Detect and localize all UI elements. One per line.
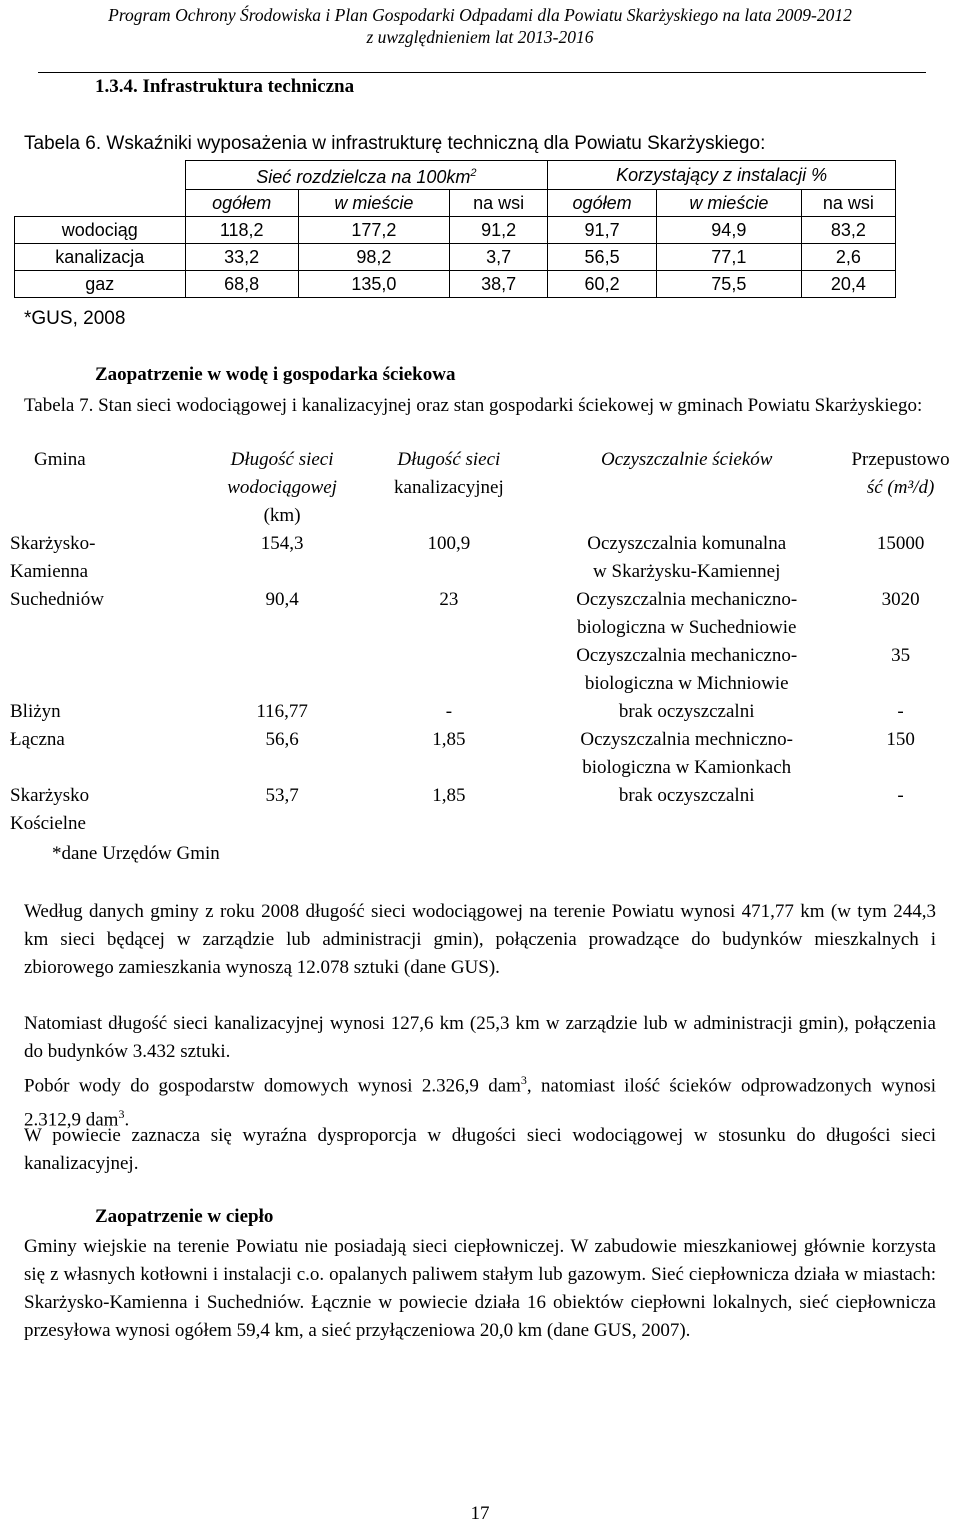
table6-row-label: wodociąg <box>15 217 186 244</box>
table7-row: Skarżysko Kościelne 53,7 1,85 brak oczyszczalni - <box>10 785 904 834</box>
table6-caption: Tabela 6. Wskaźniki wyposażenia w infrastrukturę techniczną dla Powiatu Skarżyskiego: <box>24 133 766 154</box>
table6-cell: 3,7 <box>449 244 547 271</box>
table6-row <box>15 217 896 244</box>
table6-cell: 2,6 <box>801 244 895 271</box>
table6-group1-header: Sieć rozdzielcza na $100km^2$ <box>185 161 548 190</box>
table6-empty-corner-2 <box>15 190 186 217</box>
table6-group2-header: Korzystający z instalacji % <box>548 161 896 190</box>
page-number: 17 <box>470 1503 490 1524</box>
table6-cell: 56,5 <box>548 244 657 271</box>
table6-row-label: kanalizacja <box>15 244 186 271</box>
table6-row <box>15 244 896 271</box>
table7-header-kanalizacja: Długość sieci kanalizacyjnej <box>394 449 504 498</box>
paragraph-water-intake: Pobór wody do gospodarstw domowych wynosi 2.326,9 dam$^3$, natomiast ilość ścieków odprowadzonych wynosi 2.312,9 dam$^3$. <box>24 1073 937 1131</box>
table6-cell: 68,8 <box>185 271 298 298</box>
table7-header-przepustowosc: Przepustowo ść (m³/d) <box>851 449 950 498</box>
table7-row: Oczyszczalnia mechaniczno- biologiczna w Michniowie 35 <box>576 645 911 694</box>
paragraph-disproportion: W powiecie zaznacza się wyraźna dysproporcja w długości sieci wodociągowej w stosunku do długości sieci kanalizacyjnej. <box>24 1125 936 1174</box>
table7-row: Bliżyn 116,77 - brak oczyszczalni - <box>10 701 904 722</box>
section-title: 1.3.4. Infrastruktura techniczna <box>95 76 355 97</box>
table6-cell: 33,2 <box>185 244 298 271</box>
subsection-water-title: Zaopatrzenie w wodę i gospodarka ściekowa <box>95 364 456 385</box>
running-header <box>0 4 960 48</box>
table6-col-header: w mieście <box>298 190 449 217</box>
table6-cell: 98,2 <box>298 244 449 271</box>
table6-row <box>15 271 896 298</box>
table6-cell: 177,2 <box>298 217 449 244</box>
header-rule <box>38 72 926 73</box>
table6-cell: 91,7 <box>548 217 657 244</box>
table6-cell: 38,7 <box>449 271 547 298</box>
table6-cell: 77,1 <box>656 244 801 271</box>
paragraph-water-network: Według danych gminy z roku 2008 długość sieci wodociągowej na terenie Powiatu wynosi 471,77 km (w tym 244,3 km sieci będącej w zarządzie lub administracji gmin), połączenia prowadzące do budynków mieszkalnych i zbiorowego zamieszkania wynoszą 12.078 sztuki (dane GUS). <box>24 901 936 978</box>
table6-col-header: ogółem <box>185 190 298 217</box>
table6-cell: 75,5 <box>656 271 801 298</box>
table7-caption: Tabela 7. Stan sieci wodociągowej i kanalizacyjnej oraz stan gospodarki ściekowej w gminach Powiatu Skarżyskiego: <box>24 395 923 416</box>
header-line-2: z uwzględnieniem lat 2013-2016 <box>366 27 594 47</box>
header-line-1: Program Ochrony Środowiska i Plan Gospodarki Odpadami dla Powiatu Skarżyskiego na lata 2009-2012 <box>108 5 852 25</box>
paragraph-heat-supply: Gminy wiejskie na terenie Powiatu nie posiadają sieci ciepłowniczej. W zabudowie mieszkaniowej głównie korzysta się z własnych kotłowni i instalacji c.o. opalanych paliwem stałym lub gazowym. Sieć ciepłownicza działa w miastach: Skarżysko-Kamienna i Suchedniów. Łącznie w powiecie działa 16 obiektów ciepłowni lokalnych, sieć ciepłownicza przesyłowa wynosi ogółem 59,4 km, a sieć przyłączeniowa 20,0 km (dane GUS, 2007). <box>24 1236 936 1341</box>
table7-row: Skarżysko- Kamienna 154,3 100,9 Oczyszczalnia komunalna w Skarżysku-Kamiennej 15000 <box>10 533 925 582</box>
subsection-heat-title: Zaopatrzenie w ciepło <box>95 1206 274 1227</box>
table7-header-oczyszczalnie: Oczyszczalnie ścieków <box>600 449 773 470</box>
table6-cell: 60,2 <box>548 271 657 298</box>
table6-col-header: w mieście <box>656 190 801 217</box>
table7-header-gmina: Gmina <box>34 449 86 470</box>
table6-empty-corner <box>15 161 186 190</box>
table6-cell: 83,2 <box>801 217 895 244</box>
table7-header-wodociag: Długość sieci wodociągowej (km) <box>227 449 337 526</box>
table6-cell: 94,9 <box>656 217 801 244</box>
table7 <box>10 446 960 838</box>
table7-header-row <box>10 446 960 530</box>
table6-row-label: gaz <box>15 271 186 298</box>
table7-row: Łączna 56,6 1,85 Oczyszczalnia mechniczno- biologiczna w Kamionkach 150 <box>10 729 915 778</box>
table6-cell: 118,2 <box>185 217 298 244</box>
table6 <box>14 160 896 298</box>
table7-source: *dane Urzędów Gmin <box>52 843 220 864</box>
table6-cell: 91,2 <box>449 217 547 244</box>
table6-source: *GUS, 2008 <box>24 308 126 329</box>
table6-col-header: na wsi <box>449 190 547 217</box>
table6-col-header: na wsi <box>801 190 895 217</box>
paragraph-sewer-network: Natomiast długość sieci kanalizacyjnej wynosi 127,6 km (25,3 km w zarządzie lub w administracji gmin), połączenia do budynków 3.432 sztuki. <box>24 1013 936 1062</box>
table6-cell: 20,4 <box>801 271 895 298</box>
table6-col-header: ogółem <box>548 190 657 217</box>
table6-cell: 135,0 <box>298 271 449 298</box>
table7-row: Suchedniów 90,4 23 Oczyszczalnia mechaniczno- biologiczna w Suchedniowie 3020 <box>10 589 920 638</box>
